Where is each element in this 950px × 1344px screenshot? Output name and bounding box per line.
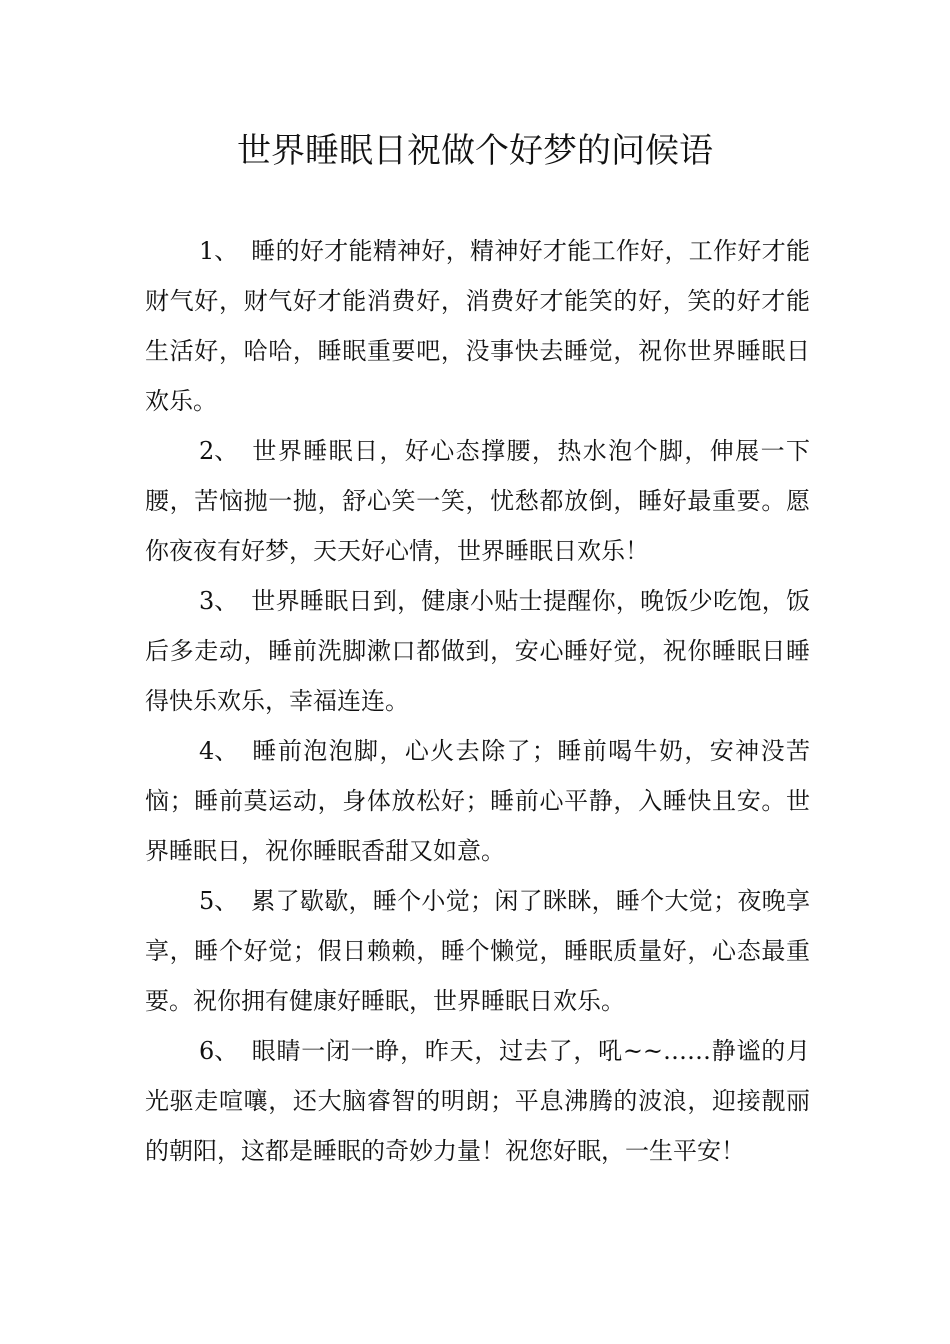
paragraph-4 bbox=[145, 726, 810, 876]
paragraph-number: 4、 bbox=[199, 737, 239, 765]
document-body bbox=[145, 226, 810, 1176]
paragraph-number: 3、 bbox=[199, 587, 239, 615]
paragraph-text: 睡前泡泡脚，心火去除了；睡前喝牛奶，安神没苦恼；睡前莫运动，身体放松好；睡前心平静，入睡快且安。世界睡眠日，祝你睡眠香甜又如意。 bbox=[145, 737, 810, 865]
paragraph-text: 累了歇歇，睡个小觉；闲了眯眯，睡个大觉；夜晚享享，睡个好觉；假日赖赖，睡个懒觉，睡眠质量好，心态最重要。祝你拥有健康好睡眠，世界睡眠日欢乐。 bbox=[145, 887, 810, 1015]
paragraph-text: 眼睛一闭一睁，昨天，过去了，吼~~……静谧的月光驱走喧嚷，还大脑睿智的明朗；平息沸腾的波浪，迎接靓丽的朝阳，这都是睡眠的奇妙力量！祝您好眠，一生平安！ bbox=[145, 1037, 810, 1165]
paragraph-5 bbox=[145, 876, 810, 1026]
paragraph-1 bbox=[145, 226, 810, 426]
paragraph-number: 2、 bbox=[199, 437, 239, 465]
document-title: 世界睡眠日祝做个好梦的问候语 bbox=[237, 131, 713, 171]
paragraph-text: 睡的好才能精神好，精神好才能工作好，工作好才能财气好，财气好才能消费好，消费好才能笑的好，笑的好才能生活好，哈哈，睡眠重要吧，没事快去睡觉，祝你世界睡眠日欢乐。 bbox=[145, 237, 810, 415]
paragraph-6 bbox=[145, 1026, 810, 1176]
paragraph-number: 6、 bbox=[199, 1037, 239, 1065]
paragraph-number: 1、 bbox=[199, 237, 239, 265]
paragraph-number: 5、 bbox=[199, 887, 239, 915]
paragraph-text: 世界睡眠日，好心态撑腰，热水泡个脚，伸展一下腰，苦恼抛一抛，舒心笑一笑，忧愁都放倒，睡好最重要。愿你夜夜有好梦，天天好心情，世界睡眠日欢乐！ bbox=[145, 437, 810, 565]
paragraph-3 bbox=[145, 576, 810, 726]
paragraph-2 bbox=[145, 426, 810, 576]
paragraph-text: 世界睡眠日到，健康小贴士提醒你，晚饭少吃饱，饭后多走动，睡前洗脚漱口都做到，安心睡好觉，祝你睡眠日睡得快乐欢乐，幸福连连。 bbox=[145, 587, 810, 715]
